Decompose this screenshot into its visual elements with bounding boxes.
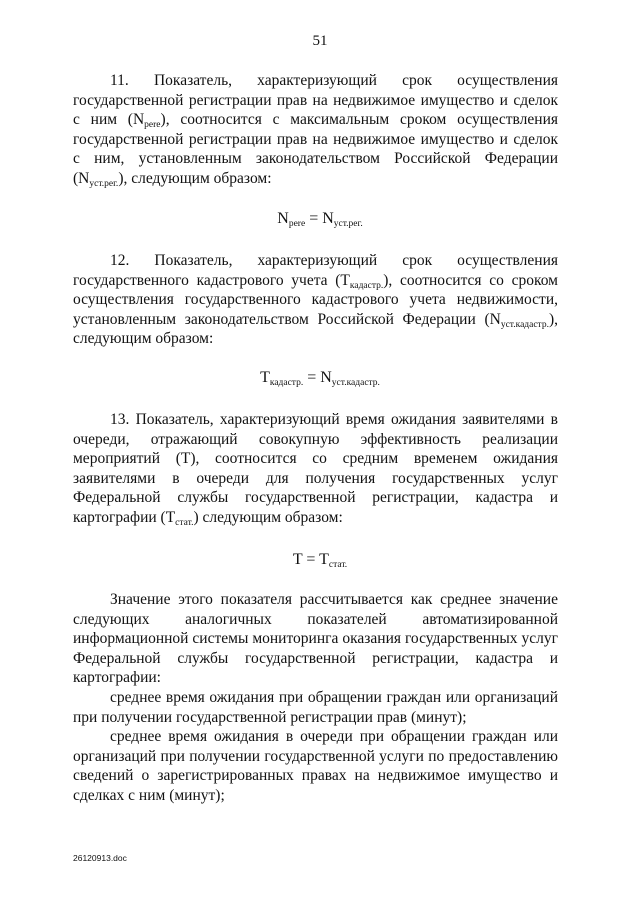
p11-text-1: 11. Показатель, характеризующий срок осуществления государственной регистрации прав на недвижимое имущество и сделок с ним (N <box>73 72 558 128</box>
formula-13-right: T <box>319 551 329 568</box>
p11-text-2: ), соотносится с максимальным сроком осуществления государственной регистрации прав на недвижимое имущество и сделок с ним, установленным законодательством Российской Федерации (N <box>73 111 558 187</box>
footer-filename: 26120913.doc <box>73 853 127 863</box>
formula-13-operator: = <box>302 551 320 568</box>
formula-12-right-subscript: уст.кадастр. <box>331 378 380 388</box>
formula-11 <box>0 210 640 228</box>
formula-12-left: T <box>260 369 270 386</box>
formula-11-right: N <box>322 210 334 227</box>
formula-12-right: N <box>320 369 332 386</box>
p13-text-2: ) следующим образом: <box>193 508 343 526</box>
p12-subscript-1: кадастр. <box>349 280 384 291</box>
formula-11-right-subscript: уст.рег. <box>333 219 363 229</box>
formula-13 <box>0 551 640 569</box>
formula-11-operator: = <box>305 210 323 227</box>
formula-13-left: T <box>292 551 303 568</box>
paragraph-15: среднее время ожидания при обращении граждан или организаций при получении государственной регистрации прав (минут); <box>73 689 558 726</box>
page-number: 51 <box>312 33 328 49</box>
p11-subscript-1: perе <box>144 120 161 130</box>
paragraph-11 <box>73 71 558 188</box>
formula-11-left-subscript: perе <box>288 219 306 229</box>
paragraph-13 <box>73 410 558 527</box>
p11-text-3: ), следующим образом: <box>118 169 272 187</box>
formula-11-left: N <box>277 210 289 227</box>
formula-13-right-subscript: стат. <box>328 560 348 570</box>
paragraph-14: Значение этого показателя рассчитывается как среднее значение следующих аналогичных показателей автоматизированной информационной системы мониторинга оказания государственных услуг Федеральной службы государственной регистрации, кадастра и картографии: <box>73 591 558 686</box>
formula-12-operator: = <box>303 369 321 386</box>
p13-text-1: 13. Показатель, характеризующий время ожидания заявителями в очереди, отражающий совокупную эффективность реализации мероприятий (T), соотносится со средним временем ожидания заявителями в очереди для получения государственных услуг Федеральной службы государственной регистрации, кадастра и картографии (T <box>73 411 558 526</box>
formula-12-left-subscript: кадастр. <box>269 378 304 388</box>
p12-subscript-2: уст.кадастр. <box>500 319 549 330</box>
p13-subscript-1: стат. <box>175 517 194 528</box>
p12-text-3: ), следующим образом: <box>73 310 558 347</box>
paragraph-16: среднее время ожидания в очереди при обращении граждан или организаций при получении государственной услуги по предоставлению сведений о зарегистрированных правах на недвижимое имущество и сделках с ним (минут); <box>73 728 558 804</box>
p12-text-2: ), соотносится со сроком осуществления государственного кадастрового учета недвижимости, установленным законодательством Российской Федерации (N <box>73 271 558 328</box>
formula-12 <box>0 369 640 387</box>
p12-text-1: 12. Показатель, характеризующий срок осуществления государственного кадастрового учета (T <box>73 252 558 289</box>
p11-subscript-2: уст.рег. <box>89 178 119 189</box>
paragraph-12 <box>73 251 558 349</box>
